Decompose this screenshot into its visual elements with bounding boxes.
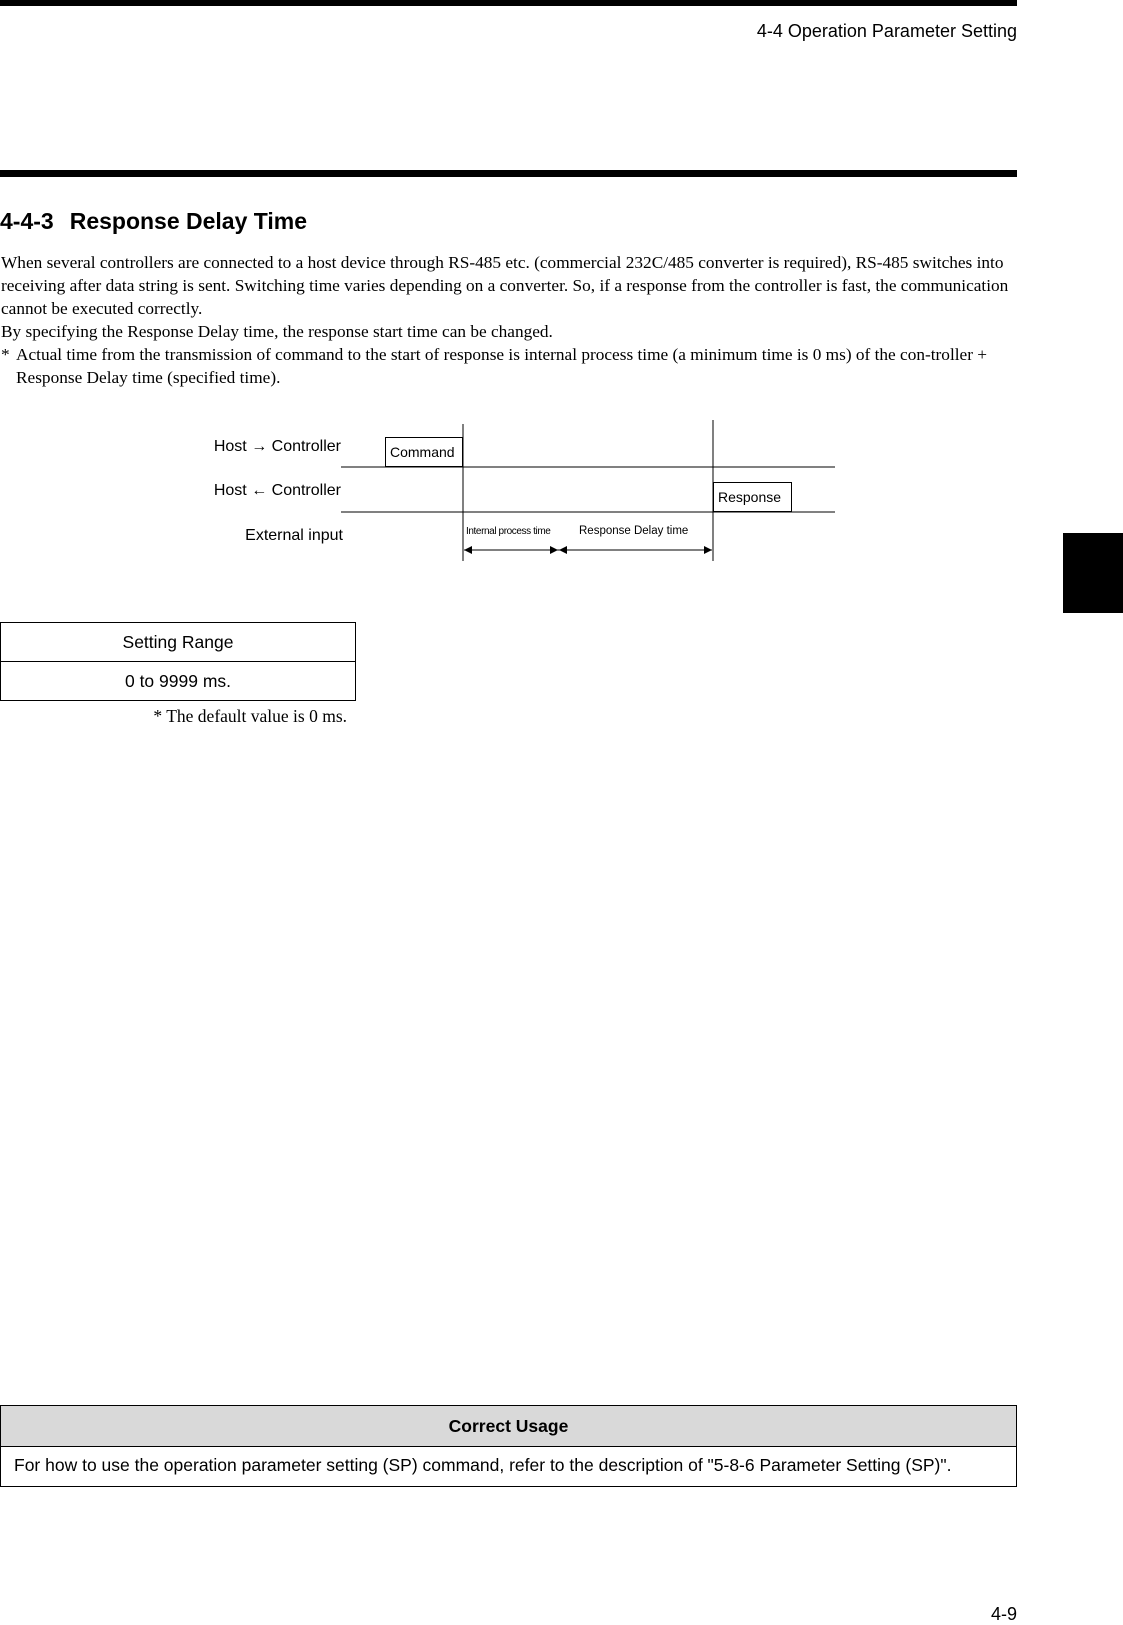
default-value-note: * The default value is 0 ms. — [153, 706, 347, 726]
page-number: 4-9 — [990, 1604, 1017, 1624]
table-row — [1, 662, 356, 701]
timing-diagram — [0, 420, 1123, 570]
section-heading — [0, 208, 307, 235]
table-value-cell: 0 to 9999 ms. — [1, 662, 356, 701]
internal-process-time-label: Internal process time — [466, 526, 551, 537]
command-box: Command — [385, 437, 463, 467]
internal-process-arrow-left-head — [464, 546, 472, 554]
response-delay-arrow-right-head — [704, 546, 712, 554]
body-text — [1, 251, 1017, 389]
correct-usage-text: For how to use the operation parameter setting (SP) command, refer to the description of "5-8-6 Parameter Setting (SP)". — [14, 1455, 952, 1475]
table-header-cell: Setting Range — [1, 623, 356, 662]
section-title: Response Delay Time — [69, 208, 308, 234]
header-top-rule — [0, 0, 1017, 6]
response-delay-time-label: Response Delay time — [579, 525, 689, 537]
row-label-external-input: External input — [245, 527, 343, 544]
body-note — [1, 343, 1017, 389]
header-bottom-rule — [0, 170, 1017, 177]
internal-process-arrow-right-head — [550, 546, 558, 554]
response-box: Response — [713, 482, 792, 512]
row-label-host-from-controller: Host ← Controller — [213, 482, 341, 499]
table-row — [1, 623, 356, 662]
row-label-host-to-controller: Host → Controller — [213, 438, 341, 455]
body-paragraph-2: By specifying the Response Delay time, the response start time can be changed. — [1, 322, 553, 341]
section-number: 4-4-3 — [0, 208, 54, 234]
correct-usage-box — [0, 1405, 1017, 1487]
body-paragraph-1: When several controllers are connected to a host device through RS-485 etc. (commercial 232C/485 converter is required), RS-485 switches into receiving after data string is sent. Switching time varies depending on a converter. So, if a response from the controller is fast, the communication cannot be executed correctly. — [1, 253, 1009, 318]
correct-usage-title: Correct Usage — [1, 1406, 1016, 1447]
setting-range-table — [0, 622, 356, 701]
response-delay-arrow-left-head — [559, 546, 567, 554]
running-header-title: 4-4 Operation Parameter Setting — [756, 21, 1017, 41]
note-text: Actual time from the transmission of command to the start of response is internal process time (a minimum time is 0 ms) of the con-troller + Response Delay time (specified time). — [16, 345, 988, 387]
note-marker: * — [1, 345, 10, 364]
